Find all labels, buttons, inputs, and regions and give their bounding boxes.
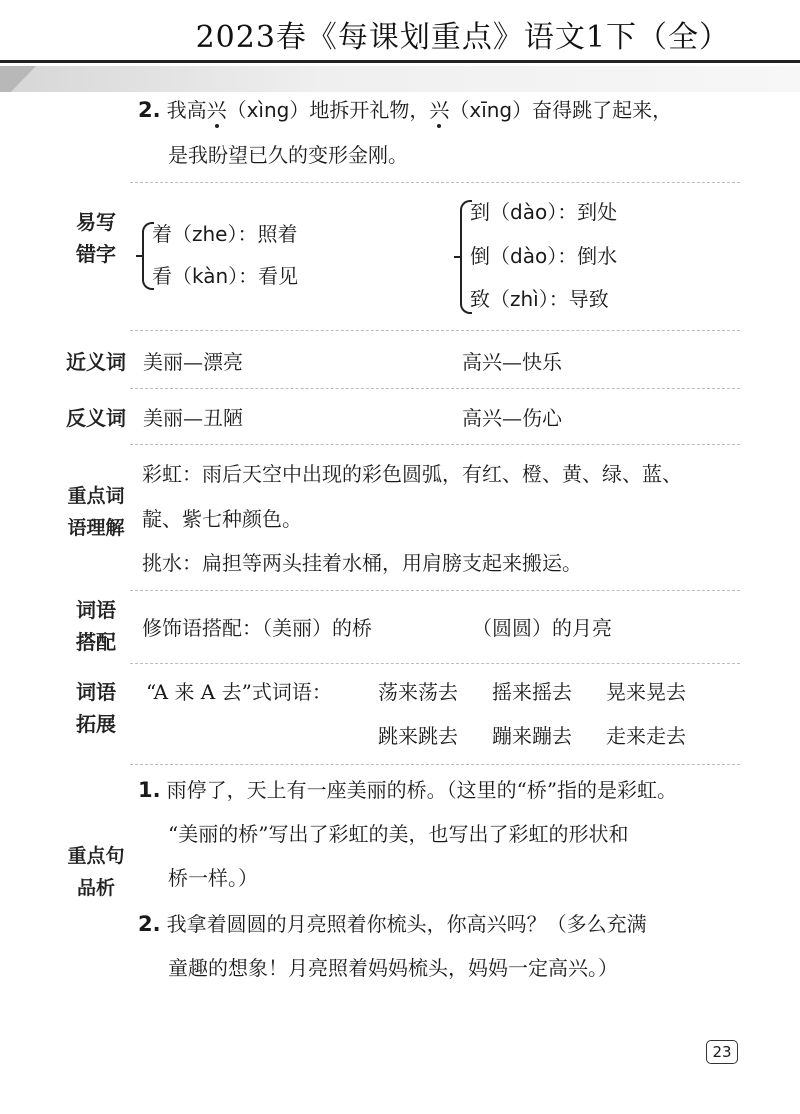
word: ：到处 xyxy=(557,200,618,224)
sentence-number: 1. xyxy=(138,778,161,802)
pinyin: xìng xyxy=(246,98,290,122)
easy-wrong-left-2: 看（kàn）：看见 xyxy=(152,264,299,288)
label-line: 品析 xyxy=(76,877,115,899)
key-sentence-2-line1 xyxy=(138,910,647,938)
top-sentence-part: （ xyxy=(226,98,247,122)
section-divider xyxy=(130,663,740,664)
word: ：看见 xyxy=(238,264,299,288)
char: 着 xyxy=(152,222,172,246)
section-label-collocation xyxy=(56,594,136,658)
section-divider xyxy=(130,764,740,765)
label-line: 错字 xyxy=(76,242,116,266)
top-sentence-number: 2. xyxy=(138,98,161,122)
synonym-pair-2: 高兴—快乐 xyxy=(462,350,562,374)
sentence-text: 雨停了，天上有一座美丽的桥。（这里的“桥”指的是彩虹。 xyxy=(166,778,678,802)
section-label-easy-wrong xyxy=(56,206,136,270)
expand-word: 跳来跳去 xyxy=(378,724,458,748)
top-sentence-line1 xyxy=(138,96,672,124)
word: ：导致 xyxy=(548,287,609,311)
label-line: 搭配 xyxy=(76,630,116,654)
word: ：照着 xyxy=(237,222,298,246)
antonym-pair-1: 美丽—丑陋 xyxy=(143,406,243,430)
collocation-line-a: 修饰语搭配：（美丽）的桥 xyxy=(142,616,372,640)
header-title: 2023春《每课划重点》语文1下（全） xyxy=(195,20,730,55)
section-label-key-words xyxy=(56,480,136,544)
expand-word: 晃来晃去 xyxy=(606,680,686,704)
emphasis-char: 兴 xyxy=(206,98,227,122)
label-line: 易写 xyxy=(76,210,116,234)
key-word-rainbow-line1: 彩虹：雨后天空中出现的彩色圆弧，有红、橙、黄、绿、蓝、 xyxy=(142,462,682,486)
char: 倒 xyxy=(470,244,490,268)
pinyin: xīng xyxy=(469,98,513,122)
section-label-expand xyxy=(56,676,136,740)
top-sentence-part: 我高 xyxy=(166,98,207,122)
expand-word: 荡来荡去 xyxy=(378,680,458,704)
expand-word: 走来走去 xyxy=(606,724,686,748)
sentence-number: 2. xyxy=(138,912,161,936)
page-number: 23 xyxy=(706,1040,738,1064)
label-line: 语理解 xyxy=(67,517,125,539)
key-word-carry-water: 挑水：扁担等两头挂着水桶，用肩膀支起来搬运。 xyxy=(142,551,582,575)
section-label-synonyms: 近义词 xyxy=(66,350,126,374)
top-sentence-part: ）奋得跳了起来， xyxy=(512,98,673,122)
char: 看 xyxy=(152,264,172,288)
antonym-pair-2: 高兴—伤心 xyxy=(462,406,562,430)
collocation-line-b: （圆圆）的月亮 xyxy=(472,616,612,640)
section-divider xyxy=(130,590,740,591)
label-line: 重点句 xyxy=(67,845,125,867)
pinyin: dào xyxy=(510,244,548,268)
easy-wrong-right-1: 到（dào）：到处 xyxy=(470,200,618,224)
char: 到 xyxy=(470,200,490,224)
pinyin: zhe xyxy=(192,222,228,246)
page-header xyxy=(0,0,800,96)
top-sentence-part: （ xyxy=(449,98,470,122)
section-label-key-sentences xyxy=(56,840,136,904)
key-sentence-2-line2: 童趣的想象！月亮照着妈妈梳头，妈妈一定高兴。） xyxy=(168,956,618,980)
label-line: 重点词 xyxy=(67,485,125,507)
expand-lead: “A 来 A 去”式词语： xyxy=(146,680,332,704)
pinyin: kàn xyxy=(192,264,229,288)
key-sentence-1-line2: “美丽的桥”写出了彩虹的美，也写出了彩虹的形状和 xyxy=(168,822,629,846)
word: ：倒水 xyxy=(557,244,618,268)
key-sentence-1-line1 xyxy=(138,776,677,804)
header-band xyxy=(0,66,800,92)
section-divider xyxy=(130,330,740,331)
top-sentence-line2: 是我盼望已久的变形金刚。 xyxy=(168,143,408,167)
easy-wrong-left-1: 着（zhe）：照着 xyxy=(152,222,298,246)
emphasis-char: 兴 xyxy=(429,98,450,122)
pinyin: zhì xyxy=(510,287,539,311)
char: 致 xyxy=(470,287,490,311)
pinyin: dào xyxy=(510,200,548,224)
key-word-rainbow-line2: 靛、紫七种颜色。 xyxy=(142,507,302,531)
header-rule xyxy=(0,60,800,63)
label-line: 词语 xyxy=(76,598,116,622)
top-sentence-part: ）地拆开礼物， xyxy=(289,98,430,122)
label-line: 拓展 xyxy=(76,712,116,736)
synonym-pair-1: 美丽—漂亮 xyxy=(143,350,243,374)
easy-wrong-right-3: 致（zhì）：导致 xyxy=(470,287,609,311)
key-sentence-1-line3: 桥一样。） xyxy=(168,866,258,890)
label-line: 词语 xyxy=(76,680,116,704)
section-divider xyxy=(130,182,740,183)
expand-word: 蹦来蹦去 xyxy=(492,724,572,748)
section-label-antonyms: 反义词 xyxy=(66,406,126,430)
section-divider xyxy=(130,388,740,389)
section-divider xyxy=(130,444,740,445)
sentence-text: 我拿着圆圆的月亮照着你梳头，你高兴吗？（多么充满 xyxy=(166,912,647,936)
easy-wrong-right-2: 倒（dào）：倒水 xyxy=(470,244,618,268)
expand-word: 摇来摇去 xyxy=(492,680,572,704)
